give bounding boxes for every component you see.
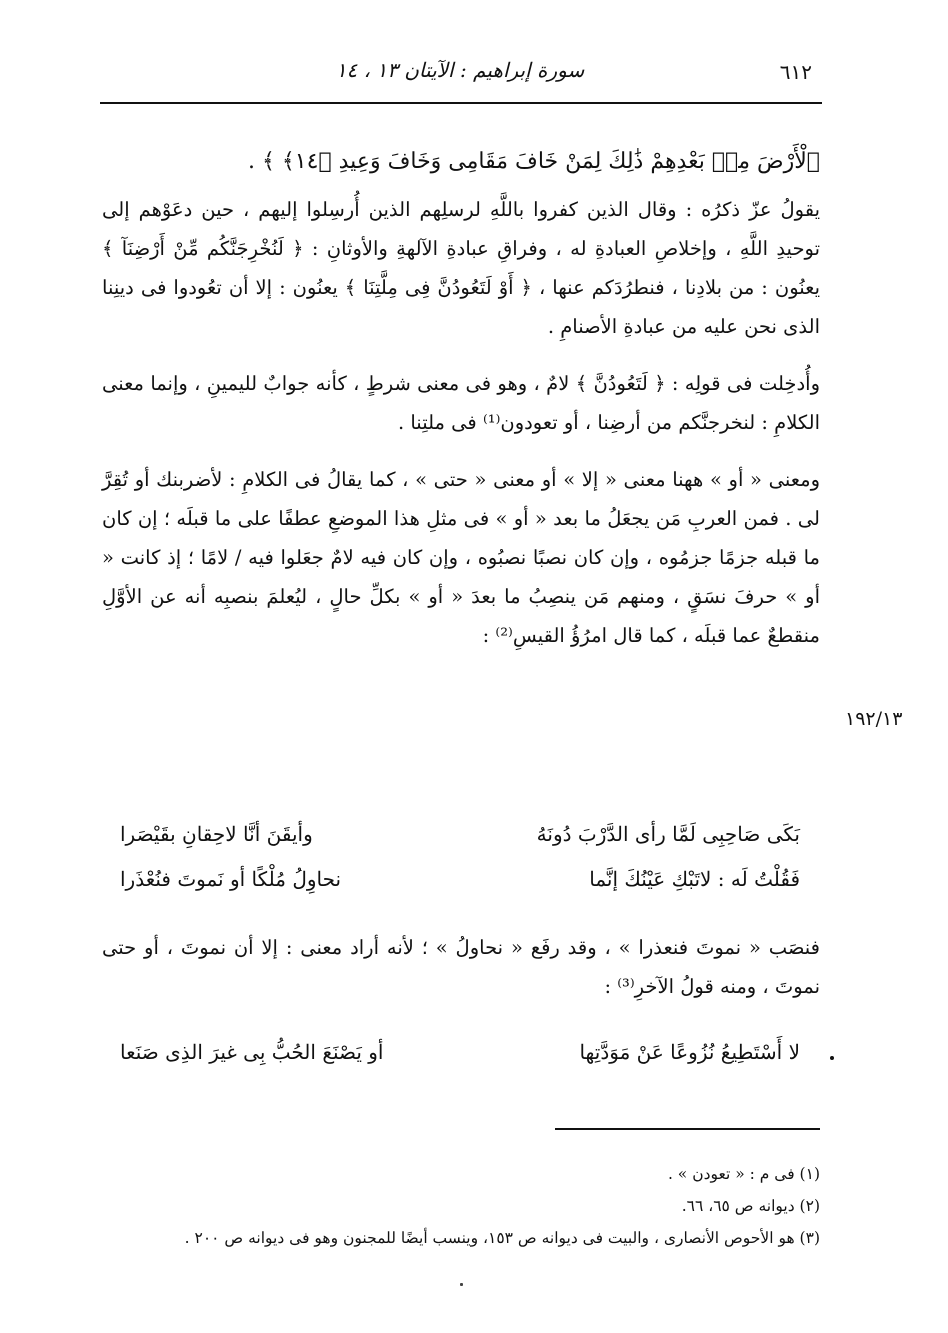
margin-reference: ١٩٢/١٣ — [845, 708, 903, 730]
poem-verse — [110, 867, 810, 907]
verse-second-hemistich: وأيقَنَ أنَّا لاحِقانِ بقَيْصَرا — [120, 822, 313, 846]
footnote-2: (٢) ديوانه ص ٦٥، ٦٦. — [681, 1197, 820, 1215]
main-text — [102, 140, 820, 655]
verse-first-hemistich: بَكَى صَاحِبِى لَمَّا رأى الدَّرْبَ دُونَهُ — [536, 822, 800, 846]
paragraph-2: وأُدخِلت فى قولِه : ﴿ لَتَعُودُنَّ ﴾ لامٌ ، وهو فى معنى شرطٍ ، كأنه جوابٌ لليمينِ ، وإنما معنى الكلامِ : لنخرجنَّكم من أرضِنا ، أو تعودون⁽¹⁾ فى ملتِنا . — [102, 372, 820, 434]
verse-second-hemistich: نحاوِلُ مُلْكًا أو نَموتَ فنُعْذَرا — [120, 867, 342, 891]
footnote-1: (١) فى م : « تعودن » . — [667, 1165, 820, 1183]
poem-verse — [110, 1040, 810, 1080]
paragraph-3: ومعنى « أو » ههنا معنى « إلا » أو معنى « حتى » ، كما يقالُ فى الكلامِ : لأضربنك أو تُقِرَّ لى . فمن العربِ مَن يجعَلُ ما بعد « أو » فى مثلِ هذا الموضعِ عطفًا على ما قبلَه ؛ إن كان ما قبله جزمًا جزمُوه ، وإن كان نصبًا نصبُوه ، وإن كان فيه لامٌ جعَلوا فيه / لامًا ؛ إذ كانت « أو » حرفَ نسَقٍ ، ومنهم مَن ينصِبُ ما بعدَ « أو » بكلِّ حالٍ ، ليُعلمَ بنصبِه أنه عن الأوَّلِ منقطعٌ عما قبلَه ، كما قال امرُؤُ القيسِ⁽²⁾ : — [102, 468, 820, 647]
print-speck — [460, 1283, 463, 1286]
page-header — [100, 52, 820, 92]
verse-first-hemistich: لا أَسْتَطِيعُ نُزُوعًا عَنْ مَوَدَّتِها — [579, 1040, 800, 1064]
paragraph-1: يقولُ عزّ ذكرُه : وقال الذين كفروا باللَّهِ لرسلِهم الذين أُرسِلوا إليهم ، حين دعَوْهم إلى توحيدِ اللَّهِ ، وإخلاصِ العبادةِ له ، وفراقِ عبادةِ الآلهةِ والأوثانِ : ﴿ لَنُخْرِجَنَّكُم مِّنْ أَرْضِنَآ ﴾ يعنُون : من بلادِنا ، فنطرُدَكم عنها ، ﴿ أَوْ لَتَعُودُنَّ فِى مِلَّتِنَا ﴾ يعنُون : إلا أن تعُودوا فى دينِنا الذى نحن عليه من عبادةِ الأصنامِ . — [102, 198, 820, 338]
paragraph-4: فنصَب « نموتَ فنعذرا » ، وقد رفَع « نحاولُ » ؛ لأنه أراد معنى : إلا أن نموتَ ، أو حتى نموتَ ، ومنه قولُ الآخرِ⁽³⁾ : — [102, 936, 820, 998]
page-number: ٦١٢ — [779, 60, 812, 84]
main-text-continued — [102, 928, 820, 1006]
header-divider — [100, 102, 822, 104]
poem-verse — [110, 822, 810, 862]
verse-second-hemistich: أو يَصْنَعَ الحُبُّ بِى غيرَ الذِى صَنَعا — [120, 1040, 384, 1064]
quran-verse-line: ٱلْأَرْضَ مِنۢ بَعْدِهِمْ ذَٰلِكَ لِمَنْ خَافَ مَقَامِى وَخَافَ وَعِيدِ ﴿١٤﴾ ﴾ . — [248, 149, 820, 174]
verse-first-hemistich: فَقُلْتُ لَه : لاتَبْكِ عَيْنُكَ إنَّما — [589, 867, 800, 891]
running-title: سورة إبراهيم : الآيتان ١٣ ، ١٤ — [335, 58, 585, 82]
footnote-3: (٣) هو الأحوص الأنصارى ، والبيت فى ديوانه ص ١٥٣، وينسب أيضًا للمجنون وهو فى ديوانه ص ٢٠٠ . — [184, 1229, 820, 1247]
footnotes — [100, 1158, 820, 1254]
footnote-divider — [555, 1128, 820, 1130]
bullet-dot — [830, 1056, 834, 1060]
